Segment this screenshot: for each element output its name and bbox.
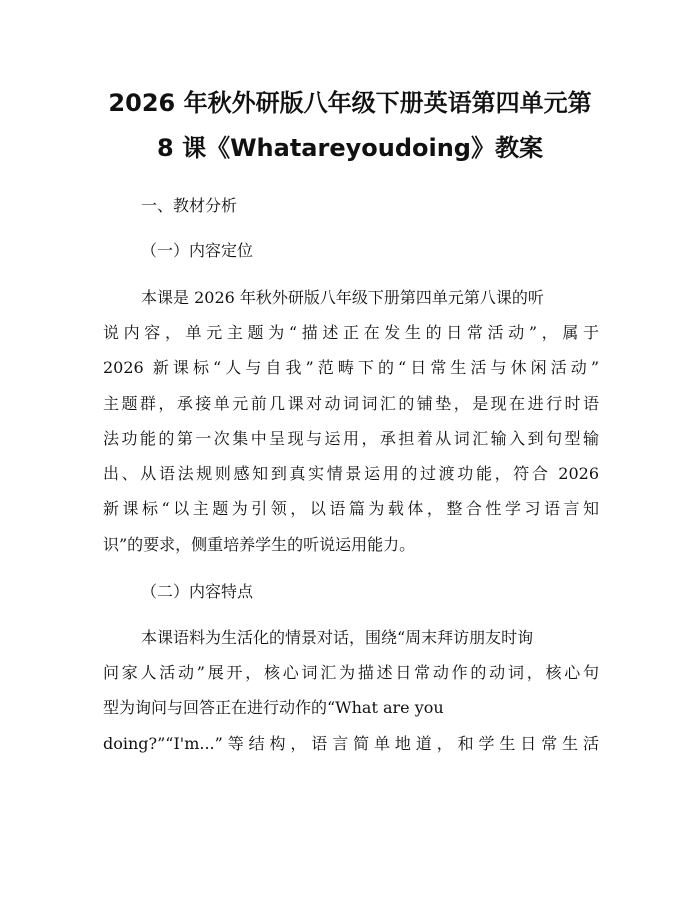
- paragraph-line: 本课语料为生活化的情景对话，围绕“周末拜访朋友时询: [141, 628, 534, 647]
- paragraph-line: 说内容，单元主题为“描述正在发生的日常活动”，属于: [103, 323, 599, 342]
- document-title-line-2: 8 课《Whatareyoudoing》教案: [157, 134, 543, 162]
- subsection-heading-content-features: （二）内容特点: [141, 582, 254, 601]
- paragraph-line: 2026 新课标“人与自我”范畴下的“日常生活与休闲活动”: [103, 358, 599, 377]
- subsection-heading-content-positioning: （一）内容定位: [141, 241, 254, 260]
- paragraph-line: 型为询问与回答正在进行动作的“What are you: [103, 698, 444, 717]
- paragraph-line: 主题群，承接单元前几课对动词词汇的铺垫，是现在进行时语: [103, 394, 599, 413]
- paragraph-line: 识”的要求，侧重培养学生的听说运用能力。: [103, 535, 416, 554]
- document-title-line-1: 2026 年秋外研版八年级下册英语第四单元第: [108, 89, 592, 117]
- paragraph-line: 出、从语法规则感知到真实情景运用的过渡功能，符合 2026: [103, 464, 599, 483]
- paragraph-line: doing?”“I'm...”等结构，语言简单地道，和学生日常生活: [103, 734, 599, 753]
- paragraph-line: 问家人活动”展开，核心词汇为描述日常动作的动词，核心句: [103, 663, 599, 682]
- paragraph-line: 本课是 2026 年秋外研版八年级下册第四单元第八课的听: [141, 288, 544, 307]
- paragraph-line: 法功能的第一次集中呈现与运用，承担着从词汇输入到句型输: [103, 429, 599, 448]
- section-heading-textbook-analysis: 一、教材分析: [141, 196, 238, 215]
- paragraph-line: 新课标“以主题为引领，以语篇为载体，整合性学习语言知: [103, 499, 599, 518]
